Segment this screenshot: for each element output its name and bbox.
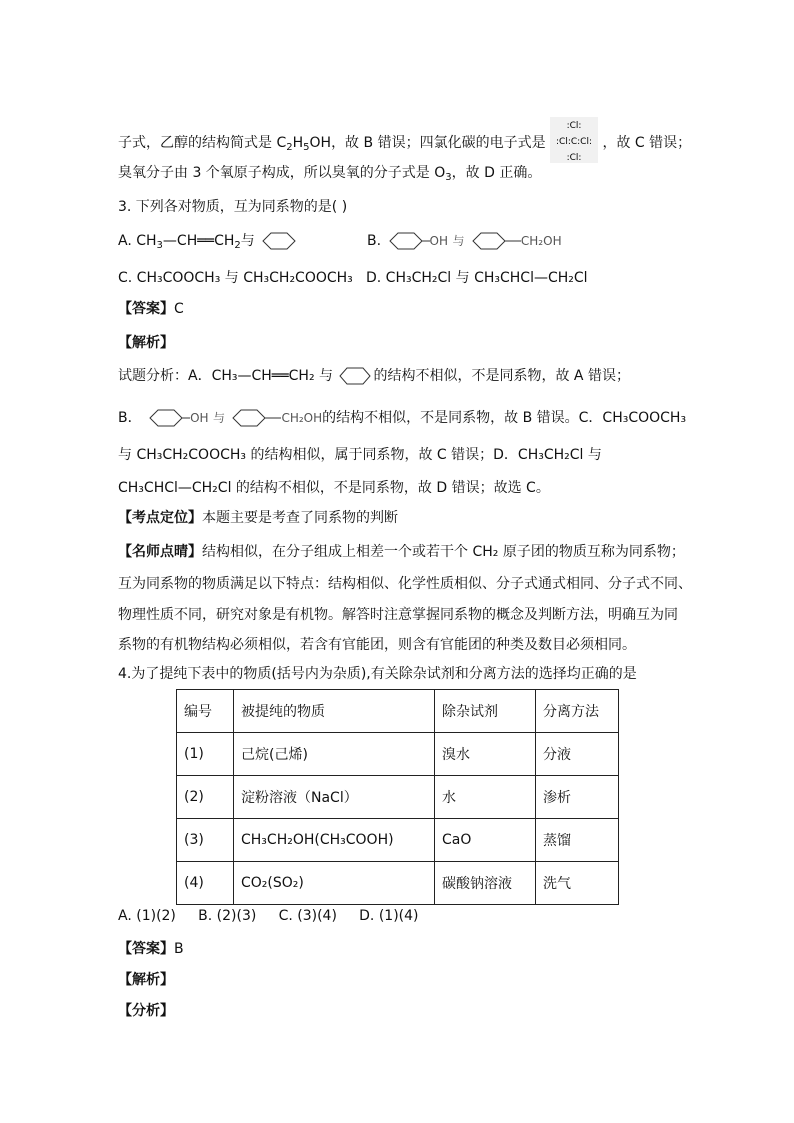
table-cell: 溴水 (435, 733, 536, 776)
table-cell: (3) (177, 819, 234, 862)
q3-stem: 3. 下列各对物质，互为同系物的是( ) (118, 199, 348, 215)
q3-answer: 【答案】C (118, 301, 184, 317)
cyclohexane-structure-icon (259, 231, 299, 251)
table-header-cell: 被提纯的物质 (234, 690, 435, 733)
phenol-structure-icon-2 (146, 408, 190, 428)
table-header-row (177, 690, 619, 733)
q3-options-ab (118, 231, 598, 256)
table-cell: 淀粉溶液（NaCl） (234, 776, 435, 819)
q3-explanation-2: B． OH 与 CH₂OH的结构不相似，不是同系物，故 B 错误。C．CH₃COOCH₃ (118, 410, 687, 426)
table-cell: 分液 (536, 733, 619, 776)
q3-explanation-4: CH₃CHCl—CH₂Cl 的结构不相似，不是同系物，故 D 错误；故选 C。 (118, 480, 550, 496)
table-header-cell: 除杂试剂 (435, 690, 536, 733)
table-cell: 蒸馏 (536, 819, 619, 862)
table-cell: (4) (177, 862, 234, 905)
q3-option-a: A. $CH_3—CH══CH_2$与 (118, 233, 299, 249)
q3-tip-1: 【名师点晴】结构相似，在分子组成上相差一个或若干个 CH₂ 原子团的物质互称为同系物； (118, 544, 685, 560)
table-cell: CH₃CH₂OH(CH₃COOH) (234, 819, 435, 862)
table-cell: 渗析 (536, 776, 619, 819)
table-cell: (1) (177, 733, 234, 776)
q3-tip-3: 物理性质不同，研究对象是有机物。解答时注意掌握同系物的概念及判断方法，明确互为同 (118, 607, 678, 623)
table-header-cell: 编号 (177, 690, 234, 733)
q3-exam-point: 【考点定位】本题主要是考查了同系物的判断 (118, 510, 398, 526)
table-row (177, 776, 619, 819)
intro-line-1: 子式，乙醇的结构简式是 $C_2H_5OH$，故 B 错误；四氯化碳的电子式是 :Cl: :Cl:C:Cl: :Cl: ，故 C 错误； (118, 117, 691, 163)
q3-tip-4: 系物的有机物结构必须相似，若含有官能团，则含有官能团的种类及数目必须相同。 (118, 637, 636, 653)
q3-option-c: C. CH₃COOCH₃ 与 CH₃CH₂COOCH₃ (118, 270, 353, 286)
q4-analysis-label: 【解析】 (118, 972, 174, 988)
table-cell: CaO (435, 819, 536, 862)
table-header-cell: 分离方法 (536, 690, 619, 733)
benzyl-alcohol-structure-icon-2 (229, 408, 281, 428)
q4-fenxi-label: 【分析】 (118, 1003, 174, 1019)
phenol-structure-icon (386, 231, 430, 251)
q3-tip-2: 互为同系物的物质满足以下特点：结构相似、化学性质相似、分子式通式相同、分子式不同、 (118, 576, 692, 592)
benzyl-alcohol-structure-icon (469, 231, 521, 251)
table-row (177, 819, 619, 862)
table-cell: 己烷(己烯) (234, 733, 435, 776)
table-cell: CO₂(SO₂) (234, 862, 435, 905)
q4-answer: 【答案】B (118, 941, 184, 957)
q4-options: A. (1)(2) B. (2)(3) C. (3)(4) D. (1)(4) (118, 908, 419, 924)
intro-line-2: 臭氧分子由 3 个氧原子构成，所以臭氧的分子式是 $O_3$，故 D 正确。 (118, 165, 542, 183)
table-cell: (2) (177, 776, 234, 819)
q3-option-d: D. CH₃CH₂Cl 与 CH₃CHCl—CH₂Cl (366, 270, 588, 286)
svg-text::Cl:C:Cl:: :Cl:C:Cl: (556, 137, 593, 147)
q4-stem: 4.为了提纯下表中的物质(括号内为杂质),有关除杂试剂和分离方法的选择均正确的是 (118, 666, 637, 682)
cyclohexane-structure-icon-2 (337, 366, 373, 386)
table-row (177, 733, 619, 776)
q3-option-b: B. OH 与 CH₂OH (367, 233, 562, 249)
q3-explanation-1: 试题分析：A．CH₃—CH══CH₂ 与 的结构不相似，不是同系物，故 A 错误； (118, 368, 630, 384)
q3-options-cd (118, 268, 598, 288)
svg-text::Cl:: :Cl: (566, 153, 582, 163)
table-cell: 洗气 (536, 862, 619, 905)
q3-analysis-label: 【解析】 (118, 335, 174, 351)
q4-table (176, 689, 619, 905)
q3-explanation-3: 与 CH₃CH₂COOCH₃ 的结构相似，属于同系物，故 C 错误；D．CH₃CH₂Cl 与 (118, 447, 602, 463)
table-cell: 碳酸钠溶液 (435, 862, 536, 905)
svg-text::Cl:: :Cl: (566, 121, 582, 131)
table-cell: 水 (435, 776, 536, 819)
table-row (177, 862, 619, 905)
ccl4-electron-formula-image (550, 117, 598, 163)
